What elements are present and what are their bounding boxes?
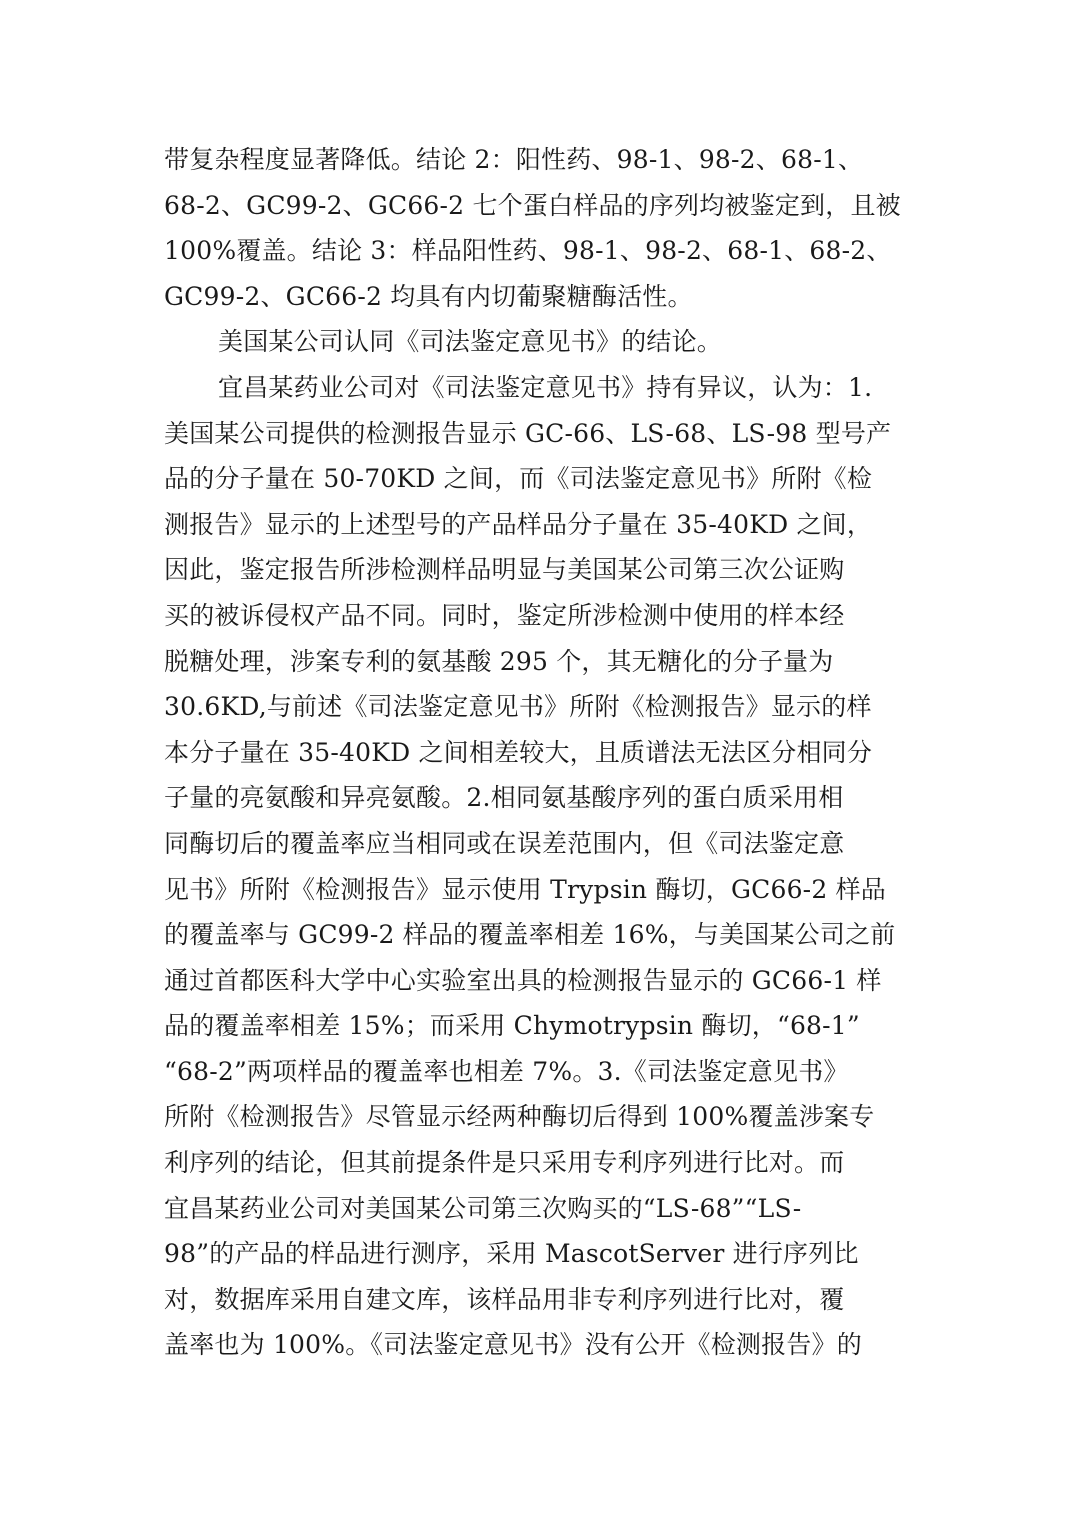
paragraph-first-line: 美国某公司认同《司法鉴定意见书》的结论。 — [218, 327, 723, 357]
text-line: 利序列的结论，但其前提条件是只采用专利序列进行比对。而 — [164, 1148, 845, 1178]
text-line: 因此，鉴定报告所涉检测样品明显与美国某公司第三次公证购 — [164, 555, 845, 585]
text-line: 宜昌某药业公司对美国某公司第三次购买的“LS-68”“LS- — [164, 1193, 802, 1223]
text-line: “68-2”两项样品的覆盖率也相差 7%。3.《司法鉴定意见书》 — [164, 1056, 849, 1086]
text-line: 美国某公司提供的检测报告显示 GC-66、LS-68、LS-98 型号产 — [164, 418, 892, 448]
text-line: 对，数据库采用自建文库，该样品用非专利序列进行比对，覆 — [164, 1284, 845, 1314]
text-line: 所附《检测报告》尽管显示经两种酶切后得到 100%覆盖涉案专 — [164, 1102, 875, 1132]
text-line: 68-2、GC99-2、GC66-2 七个蛋白样品的序列均被鉴定到，且被 — [164, 190, 901, 220]
text-line: 的覆盖率与 GC99-2 样品的覆盖率相差 16%，与美国某公司之前 — [164, 920, 896, 950]
paragraph-first-line: 宜昌某药业公司对《司法鉴定意见书》持有异议，认为：1. — [218, 372, 873, 402]
text-line: 买的被诉侵权产品不同。同时，鉴定所涉检测中使用的样本经 — [164, 600, 845, 630]
text-line: 测报告》显示的上述型号的产品样品分子量在 35-40KD 之间， — [164, 509, 873, 539]
text-line: 品的覆盖率相差 15%；而采用 Chymotrypsin 酶切，“68-1” — [164, 1011, 860, 1041]
text-line: 30.6KD,与前述《司法鉴定意见书》所附《检测报告》显示的样 — [164, 692, 872, 722]
body-text — [164, 137, 944, 1368]
text-line: 98”的产品的样品进行测序，采用 MascotServer 进行序列比 — [164, 1239, 859, 1269]
text-line: 100%覆盖。结论 3：样品阳性药、98-1、98-2、68-1、68-2、 — [164, 236, 892, 266]
text-line: 见书》所附《检测报告》显示使用 Trypsin 酶切，GC66-2 样品 — [164, 874, 886, 904]
text-line: 通过首都医科大学中心实验室出具的检测报告显示的 GC66-1 样 — [164, 965, 882, 995]
text-line: 同酶切后的覆盖率应当相同或在误差范围内，但《司法鉴定意 — [164, 828, 845, 858]
text-line: 带复杂程度显著降低。结论 2：阳性药、98-1、98-2、68-1、 — [164, 145, 864, 174]
text-line: 盖率也为 100%。《司法鉴定意见书》没有公开《检测报告》的 — [164, 1330, 862, 1360]
text-line: 品的分子量在 50-70KD 之间，而《司法鉴定意见书》所附《检 — [164, 464, 873, 494]
text-line: 本分子量在 35-40KD 之间相差较大，且质谱法无法区分相同分 — [164, 737, 873, 767]
text-line: 子量的亮氨酸和异亮氨酸。2.相同氨基酸序列的蛋白质采用相 — [164, 783, 844, 813]
text-line: 脱糖处理，涉案专利的氨基酸 295 个，其无糖化的分子量为 — [164, 646, 834, 676]
text-line: GC99-2、GC66-2 均具有内切葡聚糖酶活性。 — [164, 281, 693, 311]
